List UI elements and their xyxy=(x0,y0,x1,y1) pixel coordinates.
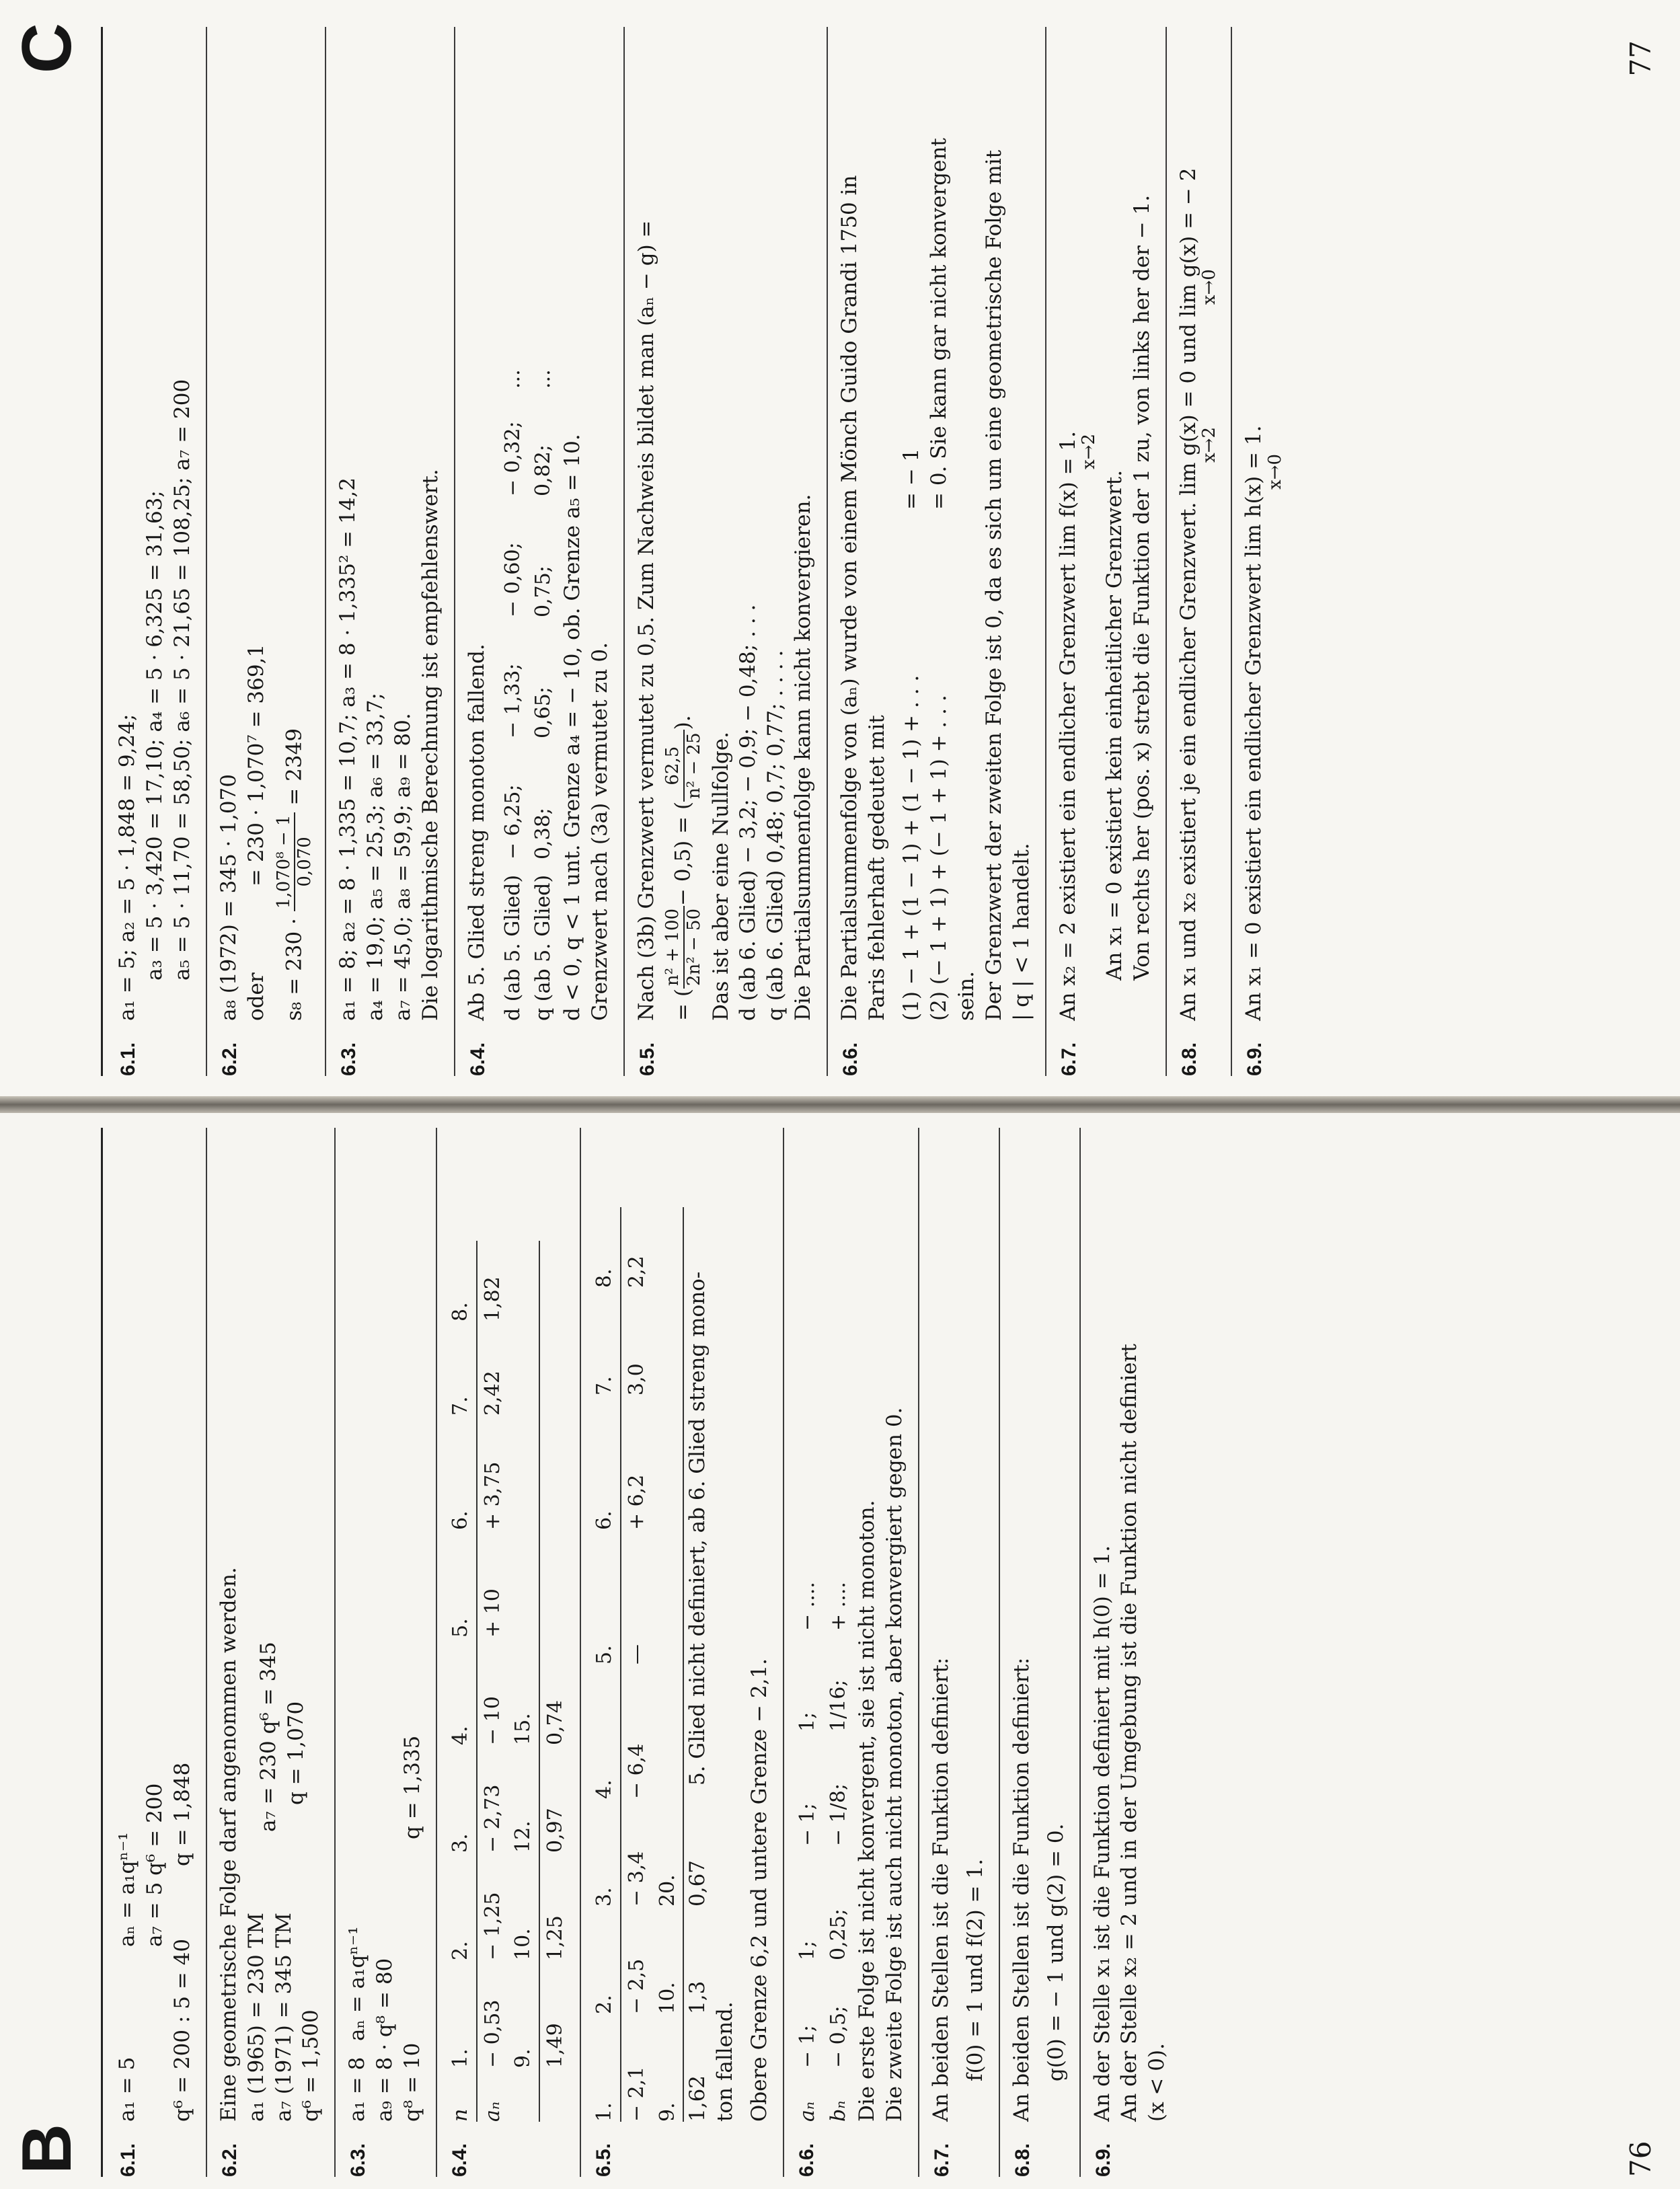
right-exercise-6-9 xyxy=(1232,27,1296,1076)
text-line: An x₁ und x₂ existiert je ein endlicher Grenzwert. lim g(x) = 0 und lim g(x) = − 2 xyxy=(1176,167,1200,1021)
limit-subscript: x→0 xyxy=(1264,454,1285,490)
section-letter-c: C xyxy=(8,23,86,74)
formula: a₈ (1972) = 345 · 1,070 xyxy=(216,773,241,1021)
right-exercise-6-2 xyxy=(207,27,327,1076)
exercise-number: 6.8. xyxy=(1011,2143,1034,2177)
table-header: 5. xyxy=(589,1530,621,1664)
page-number: 77 xyxy=(1624,40,1657,77)
formula: = ( xyxy=(671,989,695,1021)
table-cell: 3,0 xyxy=(625,1363,649,1395)
exercise-number: 6.9. xyxy=(1243,1042,1266,1076)
denominator: 2n² − 50 xyxy=(683,908,704,987)
table-cell: − 1,33; xyxy=(500,663,525,738)
table-cell: 1,3 xyxy=(685,1981,710,2014)
text-line: An der Stelle x₂ = 2 und in der Umgebung ist die Funktion nicht definiert xyxy=(1117,1344,1142,2122)
text-line: Die Partialsummenfolge von (aₙ) wurde von einem Mönch Guido Grandi 1750 in xyxy=(837,175,862,1021)
formula: (1) − 1 + (1 − 1) + (1 − 1) + . . . xyxy=(899,675,923,1021)
table-header: 1. xyxy=(589,2014,621,2122)
text-line: An beiden Stellen ist die Funktion definiert: xyxy=(1009,1657,1034,2122)
text-line: Nach (3b) Grenzwert vermutet zu 0,5. Zum Nachweis bildet man (aₙ − g) = xyxy=(634,220,658,1021)
right-exercise-6-5 xyxy=(625,27,828,1076)
formula: a₇ = 230 q⁶ = 345 xyxy=(256,1642,280,1833)
page-number: 76 xyxy=(1624,2141,1657,2177)
table-cell: + 10 xyxy=(480,1588,504,1638)
table-header: 6. xyxy=(445,1416,477,1530)
text-line: Paris fehlerhaft gedeutet mit xyxy=(865,715,890,1021)
table-header: 7. xyxy=(445,1321,477,1416)
table-cell: 0,38; xyxy=(531,808,556,859)
denominator: 0,070 xyxy=(295,837,315,887)
formula: aₙ = a₁qⁿ⁻¹ xyxy=(345,1926,370,2041)
exercise-number: 6.6. xyxy=(839,1042,862,1076)
exercise-number: 6.5. xyxy=(636,1042,658,1076)
table-cell: + .... xyxy=(826,1582,850,1631)
text-line: An beiden Stellen ist die Funktion definiert: xyxy=(928,1657,953,2122)
text-line: An der Stelle x₁ ist die Funktion definiert mit h(0) = 1. xyxy=(1090,1545,1114,2122)
table-cell: − 2,73 xyxy=(480,1784,504,1853)
left-exercise-6-6 xyxy=(784,1128,919,2177)
left-exercise-6-9 xyxy=(1081,1128,1181,2177)
table-header: 4. xyxy=(445,1638,477,1745)
exercise-number: 6.2. xyxy=(218,2143,241,2177)
text-line: Die logarithmische Berechnung ist empfehlenswert. xyxy=(418,469,443,1021)
table-cell: − 6,4 xyxy=(625,1743,649,1799)
formula: a₁ = 8 xyxy=(345,2057,370,2122)
table-cell: aₙ xyxy=(795,2101,819,2122)
table-cell: − 0,53 xyxy=(480,1999,504,2068)
formula: a₇ (1971) = 345 TM xyxy=(271,1913,296,2122)
exercise-number: 6.1. xyxy=(117,2143,139,2177)
formula: a₁ = 5 xyxy=(115,2057,139,2122)
exercise-number: 6.7. xyxy=(930,2143,953,2177)
sequence-table xyxy=(498,369,559,1021)
right-exercise-6-3 xyxy=(326,27,455,1076)
exercise-number: 6.5. xyxy=(593,2143,615,2177)
table-cell: − 1/8; xyxy=(826,1783,850,1846)
denominator: n² − 25 xyxy=(683,732,704,799)
book-gutter xyxy=(0,1096,1680,1113)
table-cell: — xyxy=(625,1644,649,1664)
left-exercise-6-2 xyxy=(207,1128,336,2177)
formula: a₁ = 8; a₂ = 8 · 1,335 = 10,7; a₃ = 8 · 1,335² = 14,2 xyxy=(336,477,360,1021)
table-cell: + 6,2 xyxy=(625,1474,649,1530)
table-cell: aₙ xyxy=(480,2101,504,2122)
formula: q⁶ = 1,500 xyxy=(299,2009,323,2122)
table-cell: − 0,32; xyxy=(500,421,525,496)
table-cell: 1,62 xyxy=(685,2075,710,2122)
formula: = 2349 xyxy=(281,728,306,806)
formula: a₅ = 5 · 11,70 = 58,50; a₆ = 5 · 21,65 = 108,25; a₇ = 200 xyxy=(169,379,194,981)
table-cell: 1,82 xyxy=(480,1276,504,1321)
fraction xyxy=(663,730,705,802)
table-cell: − 3,4 xyxy=(625,1851,649,1907)
table-header: 6. xyxy=(589,1395,621,1530)
text-line: An x₂ = 2 existiert ein endlicher Grenzwert lim f(x) = 1. xyxy=(1055,430,1080,1021)
table-cell: 1/16; xyxy=(826,1679,850,1732)
table-header: 3. xyxy=(445,1745,477,1853)
exercise-number: 6.7. xyxy=(1057,1042,1080,1076)
table-cell: 9. xyxy=(652,2014,684,2122)
formula: d (ab 6. Glied) − 3,2; − 0,9; − 0,48; . . . xyxy=(736,604,761,1021)
formula: − 0,5) = ( xyxy=(671,801,695,906)
text-line: Die zweite Folge ist auch nicht monoton, aber konvergiert gegen 0. xyxy=(882,1407,907,2122)
limit-subscript: x→2 xyxy=(1079,434,1100,469)
table-cell: 1; xyxy=(795,1940,819,1960)
formula: g(0) = − 1 und g(2) = 0. xyxy=(1043,1823,1068,2081)
table-header: 8. xyxy=(445,1241,477,1321)
table-cell: 0,75; xyxy=(531,566,556,617)
table-header: 8. xyxy=(589,1207,621,1288)
table-cell: − 1; xyxy=(795,2025,819,2068)
formula: q = 1,335 xyxy=(400,1735,425,1839)
exercise-number: 6.2. xyxy=(218,1042,241,1076)
formula: aₙ = a₁qⁿ⁻¹ xyxy=(115,1832,139,1947)
sequence-table xyxy=(445,1241,570,2122)
exercise-number: 6.1. xyxy=(117,1042,139,1076)
right-exercise-6-6 xyxy=(828,27,1046,1076)
formula: q⁸ = 10 xyxy=(400,2042,425,2122)
text-line: An x₁ = 0 existiert ein endlicher Grenzwert lim h(x) = 1. xyxy=(1241,425,1266,1021)
table-cell: 15. xyxy=(508,1638,539,1745)
left-exercise-6-4 xyxy=(437,1128,581,2177)
right-exercise-6-4 xyxy=(455,27,625,1076)
table-cell: − 2,5 xyxy=(625,1958,649,2014)
formula: q = 1,848 xyxy=(169,1762,194,1866)
table-header: 4. xyxy=(589,1664,621,1799)
table-cell: 2,2 xyxy=(625,1256,649,1288)
text-line: sein. xyxy=(954,971,979,1021)
left-exercise-6-5 xyxy=(581,1128,784,2177)
table-cell: 9. xyxy=(508,1960,539,2068)
formula: a₃ = 5 · 3,420 = 17,10; a₄ = 5 · 6,325 = 31,63; xyxy=(142,490,167,981)
text-line: Von rechts her (pos. x) strebt die Funktion der 1 zu, von links her der − 1. xyxy=(1129,194,1154,981)
exercise-number: 6.6. xyxy=(795,2143,818,2177)
right-exercise-6-1 xyxy=(106,27,207,1076)
formula: q = 1,070 xyxy=(283,1701,308,1806)
table-cell: 2,42 xyxy=(480,1371,504,1416)
table-cell: − 0,5; xyxy=(826,2005,850,2068)
table-cell: d (ab 5. Glied) xyxy=(500,874,525,1021)
exercise-number: 6.3. xyxy=(347,2143,370,2177)
table-header: n xyxy=(445,2068,477,2122)
formula: a₇ = 5 q⁶ = 200 xyxy=(142,1783,167,1947)
formula: q (ab 6. Glied) 0,48; 0,7; 0,77; . . . . xyxy=(763,650,788,1021)
table-cell: bₙ xyxy=(826,2100,850,2122)
table-cell: ... xyxy=(500,369,525,389)
left-exercise-6-7 xyxy=(919,1128,1000,2177)
text-line: d < 0, q < 1 unt. Grenze a₄ = − 10, ob. Grenze a₅ = 10. xyxy=(560,434,585,1021)
table-cell: 10. xyxy=(508,1853,539,1960)
left-exercise-6-3 xyxy=(336,1128,437,2177)
table-cell: 12. xyxy=(508,1745,539,1853)
table-cell: 0,82; xyxy=(531,445,556,496)
text-line: ton fallend. xyxy=(713,2001,738,2122)
fraction xyxy=(663,906,705,989)
text-line: Das ist aber eine Nullfolge. xyxy=(708,731,733,1021)
table-cell: − 0,60; xyxy=(500,542,525,617)
table-cell: − 6,25; xyxy=(500,784,525,859)
exercise-number: 6.9. xyxy=(1092,2143,1114,2177)
text-line: Der Grenzwert der zweiten Folge ist 0, da es sich um eine geometrische Folge mit xyxy=(981,149,1006,1021)
exercise-number: 6.3. xyxy=(338,1042,360,1076)
table-header: 2. xyxy=(589,1907,621,2014)
page-76 xyxy=(0,1113,1680,2189)
left-exercise-6-8 xyxy=(1000,1128,1081,2177)
table-header: 3. xyxy=(589,1799,621,1907)
top-rule xyxy=(101,27,103,1076)
text: oder xyxy=(243,972,268,1021)
left-exercise-6-1 xyxy=(106,1128,207,2177)
formula: a₁ = 5; a₂ = 5 · 1,848 = 9,24; xyxy=(115,714,139,1021)
table-cell: 1; xyxy=(795,1712,819,1732)
numerator: n² + 100 xyxy=(663,906,685,989)
formula: (2) (− 1 + 1) + (− 1 + 1) + . . . xyxy=(926,695,951,1021)
text-line: An x₁ = 0 existiert kein einheitlicher Grenzwert. xyxy=(1102,469,1127,981)
formula: a₉ = 8 · q⁸ = 80 xyxy=(373,1958,397,2122)
section-letter-b: B xyxy=(8,2123,86,2174)
table-cell: − 1,25 xyxy=(480,1892,504,1960)
table-cell: q (ab 5. Glied) xyxy=(531,874,556,1021)
formula: ). xyxy=(671,715,695,730)
table-header: 1. xyxy=(445,1960,477,2068)
text-line: | q | < 1 handelt. xyxy=(1009,843,1034,1021)
formula: a₄ = 19,0; a₅ = 25,3; a₆ = 33,7; xyxy=(363,693,388,1021)
limit-subscript: x→2 x→0 xyxy=(1199,269,1220,463)
table-cell: 0,67 xyxy=(685,1859,710,1907)
text-line: (x < 0). xyxy=(1145,2043,1170,2122)
table-header: 5. xyxy=(445,1530,477,1638)
formula: s₈ = 230 · xyxy=(281,918,306,1021)
table-cell: − 10 xyxy=(480,1696,504,1745)
table-cell: 1,49 xyxy=(543,2023,567,2068)
table-cell: 10. xyxy=(652,1907,684,2014)
text-line: Die Partialsummenfolge kann nicht konvergieren. xyxy=(791,494,816,1021)
exercise-number: 6.4. xyxy=(466,1042,489,1076)
numerator: 1,070⁸ − 1 xyxy=(274,812,296,912)
sequence-table xyxy=(792,1582,853,2122)
table-cell: + 3,75 xyxy=(480,1461,504,1530)
fraction xyxy=(274,812,316,912)
table-cell: ... xyxy=(531,369,556,389)
table-cell: 20. xyxy=(652,1799,684,1907)
exercise-number: 6.4. xyxy=(449,2143,471,2177)
table-cell: − .... xyxy=(795,1582,819,1631)
table-cell: 0,25; xyxy=(826,1909,850,1960)
formula: = 0. Sie kann gar nicht konvergent xyxy=(926,138,951,510)
formula: q⁶ = 200 : 5 = 40 xyxy=(169,1938,194,2122)
text-line: Grenzwert nach (3a) vermutet zu 0. xyxy=(587,642,612,1021)
formula: a₇ = 45,0; a₈ = 59,9; a₉ = 80. xyxy=(391,713,416,1021)
right-column xyxy=(101,27,1616,1076)
numerator: 62,5 xyxy=(663,730,685,802)
table-header: 7. xyxy=(589,1288,621,1395)
text-line: Eine geometrische Folge darf angenommen werden. xyxy=(216,1567,241,2122)
right-exercise-6-7 xyxy=(1046,27,1167,1076)
formula: = − 1 xyxy=(899,448,923,510)
table-cell: − 2,1 xyxy=(625,2066,649,2122)
text-line: Obere Grenze 6,2 und untere Grenze − 2,1. xyxy=(747,1658,772,2122)
table-header: 2. xyxy=(445,1853,477,1960)
formula: = 230 · 1,070⁷ = 369,1 xyxy=(243,644,268,886)
table-cell: 1,25 xyxy=(543,1915,567,1960)
text-line: 5. Glied nicht definiert, ab 6. Glied streng mono- xyxy=(685,1271,710,1785)
text-line: Die erste Folge ist nicht konvergent, sie ist nicht monoton. xyxy=(855,1500,880,2122)
top-rule xyxy=(101,1128,103,2177)
text-line: Ab 5. Glied streng monoton fallend. xyxy=(464,644,489,1021)
left-column xyxy=(101,1128,1616,2177)
formula: a₁ (1965) = 230 TM xyxy=(243,1913,268,2122)
table-cell: 0,65; xyxy=(531,687,556,738)
sequence-table xyxy=(589,1207,684,2122)
right-exercise-6-8 xyxy=(1167,27,1232,1076)
table-cell: 0,74 xyxy=(543,1700,567,1745)
formula: f(0) = 1 und f(2) = 1. xyxy=(962,1859,987,2081)
exercise-number: 6.8. xyxy=(1178,1042,1200,1076)
table-cell: − 1; xyxy=(795,1803,819,1846)
table-cell: 0,97 xyxy=(543,1808,567,1853)
